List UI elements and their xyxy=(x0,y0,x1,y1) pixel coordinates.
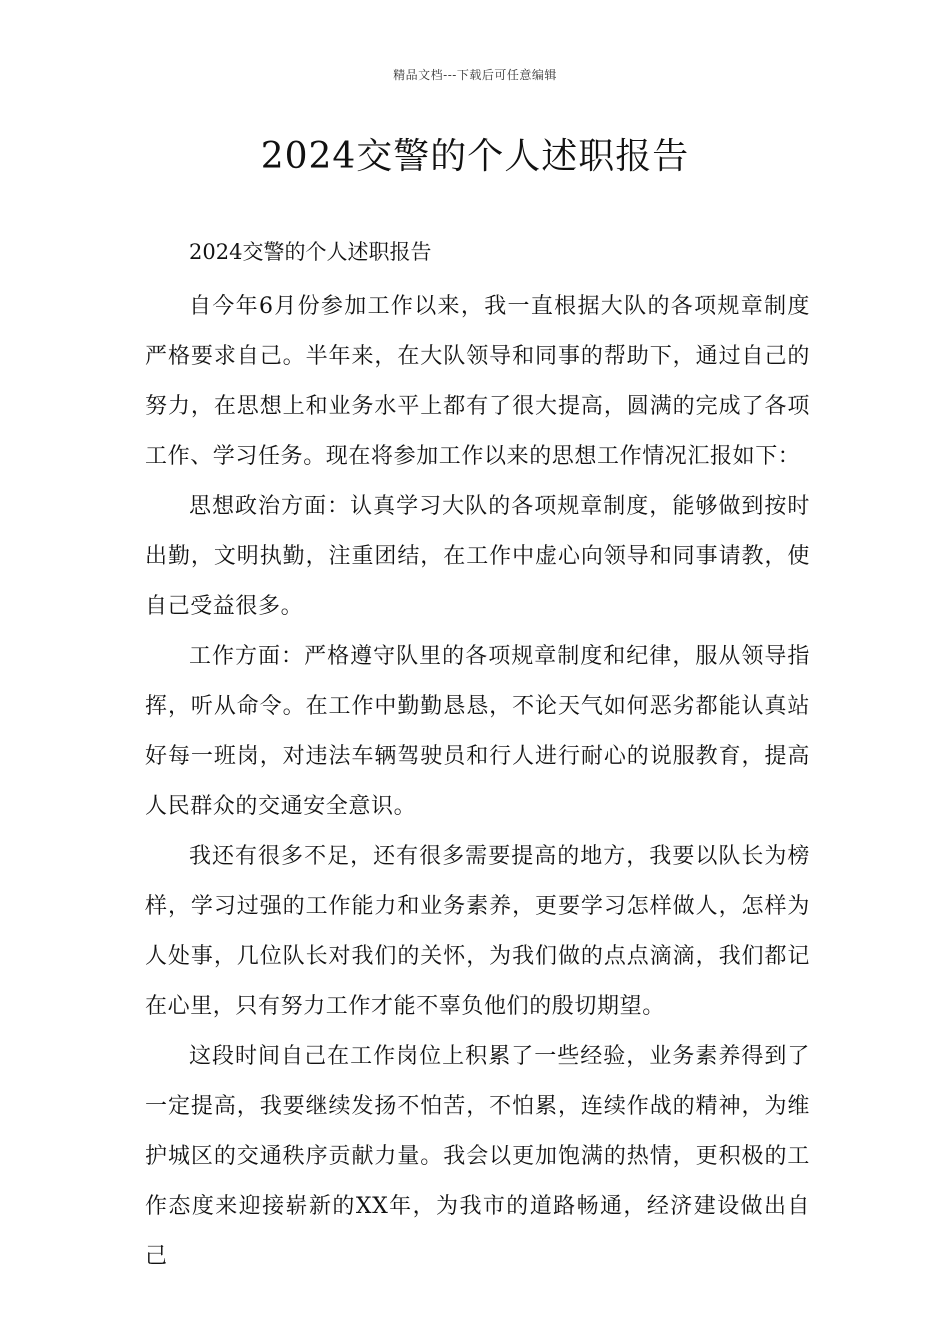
paragraph-intro: 自今年6月份参加工作以来，我一直根据大队的各项规章制度严格要求自己。半年来，在大队领导和同事的帮助下，通过自己的努力，在思想上和业务水平上都有了很大提高，圆满的完成了各项工作、学习任务。现在将参加工作以来的思想工作情况汇报如下： xyxy=(145,294,810,469)
document-title: 2024交警的个人述职报告 xyxy=(260,136,690,177)
paragraph-political: 思想政治方面：认真学习大队的各项规章制度，能够做到按时出勤，文明执勤，注重团结，在工作中虚心向领导和同事请教，使自己受益很多。 xyxy=(145,494,810,619)
document-body xyxy=(145,232,810,1282)
paragraph-work: 工作方面：严格遵守队里的各项规章制度和纪律，服从领导指挥，听从命令。在工作中勤勤恳恳，不论天气如何恶劣都能认真站好每一班岗，对违法车辆驾驶员和行人进行耐心的说服教育，提高人民群众的交通安全意识。 xyxy=(145,644,810,819)
header-note: 精品文档---下载后可任意编辑 xyxy=(393,68,557,82)
document-subtitle: 2024交警的个人述职报告 xyxy=(189,240,432,264)
paragraph-outlook: 这段时间自己在工作岗位上积累了一些经验，业务素养得到了一定提高，我要继续发扬不怕苦，不怕累，连续作战的精神，为维护城区的交通秩序贡献力量。我会以更加饱满的热情，更积极的工作态度来迎接崭新的XX年，为我市的道路畅通，经济建设做出自己 xyxy=(145,1044,810,1269)
paragraph-shortcomings: 我还有很多不足，还有很多需要提高的地方，我要以队长为榜样，学习过强的工作能力和业务素养，更要学习怎样做人，怎样为人处事，几位队长对我们的关怀，为我们做的点点滴滴，我们都记在心里，只有努力工作才能不辜负他们的殷切期望。 xyxy=(145,844,810,1019)
